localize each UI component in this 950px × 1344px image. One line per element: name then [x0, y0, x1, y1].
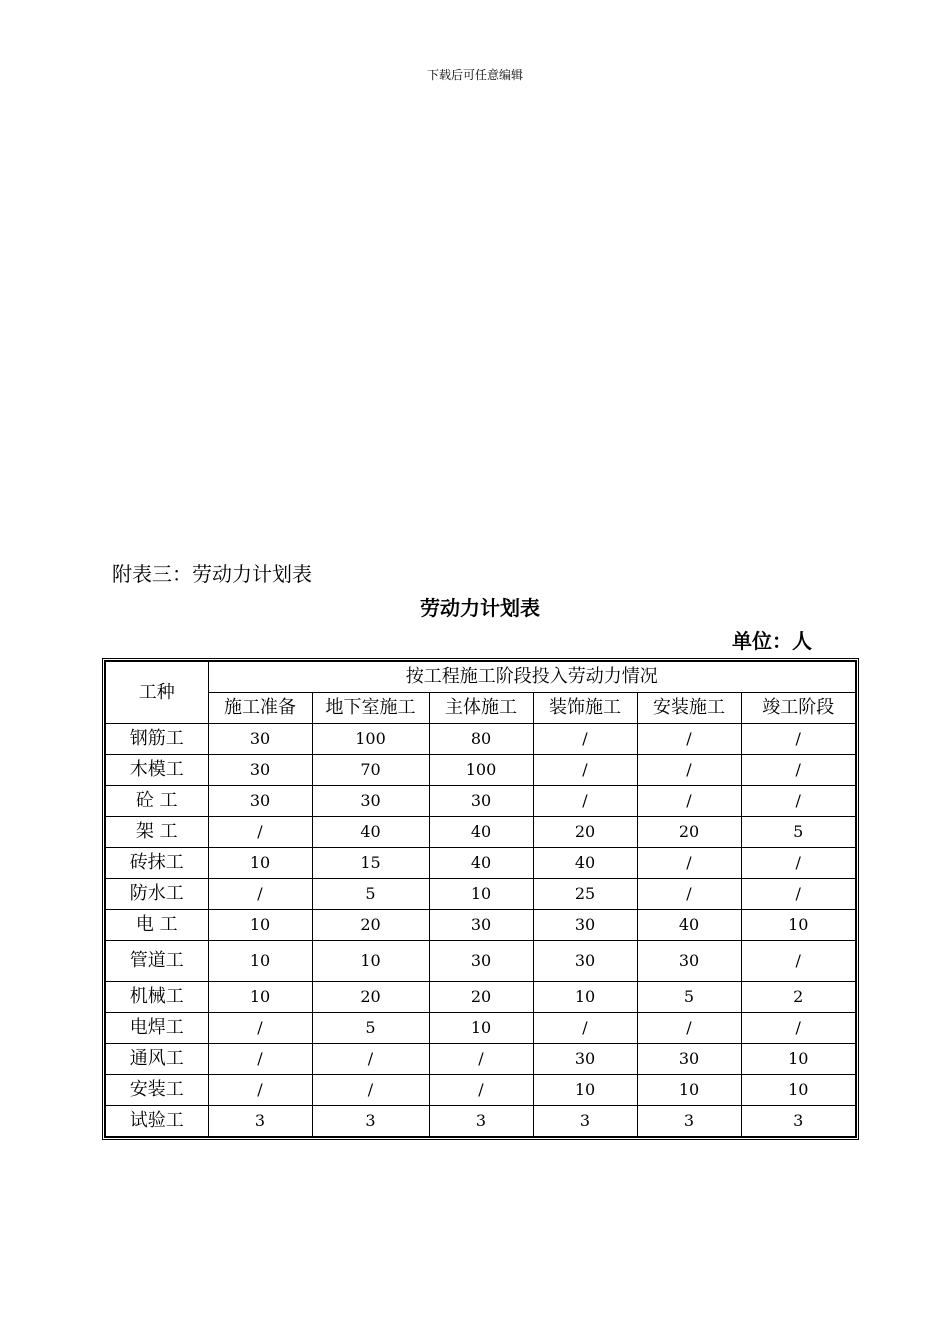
value-cell: 100 — [312, 724, 429, 755]
value-cell: / — [741, 786, 856, 817]
table-row — [105, 941, 856, 982]
value-cell: / — [208, 1013, 312, 1044]
value-cell: 40 — [637, 910, 741, 941]
value-cell: 25 — [533, 879, 637, 910]
value-cell: 10 — [208, 848, 312, 879]
value-cell: / — [741, 755, 856, 786]
stage-header: 主体施工 — [429, 693, 533, 724]
trade-cell: 防水工 — [105, 879, 208, 910]
stage-header: 竣工阶段 — [741, 693, 856, 724]
value-cell: / — [312, 1075, 429, 1106]
value-cell: 15 — [312, 848, 429, 879]
value-cell: 20 — [637, 817, 741, 848]
value-cell: 3 — [533, 1106, 637, 1138]
value-cell: / — [637, 786, 741, 817]
value-cell: 30 — [637, 1044, 741, 1075]
value-cell: 10 — [429, 879, 533, 910]
value-cell: 40 — [533, 848, 637, 879]
value-cell: 40 — [312, 817, 429, 848]
value-cell: 30 — [429, 786, 533, 817]
value-cell: 30 — [429, 941, 533, 982]
value-cell: 5 — [741, 817, 856, 848]
table-row — [105, 910, 856, 941]
value-cell: 20 — [312, 910, 429, 941]
value-cell: / — [429, 1075, 533, 1106]
table-row — [105, 755, 856, 786]
trade-cell: 砖抹工 — [105, 848, 208, 879]
labor-plan-table — [104, 660, 857, 1138]
value-cell: 30 — [208, 755, 312, 786]
value-cell: 30 — [637, 941, 741, 982]
value-cell: / — [741, 879, 856, 910]
value-cell: / — [429, 1044, 533, 1075]
value-cell: / — [741, 941, 856, 982]
value-cell: 30 — [533, 941, 637, 982]
value-cell: 40 — [429, 848, 533, 879]
value-cell: 3 — [637, 1106, 741, 1138]
value-cell: 10 — [429, 1013, 533, 1044]
trade-cell: 机械工 — [105, 982, 208, 1013]
value-cell: 10 — [208, 910, 312, 941]
value-cell: 10 — [637, 1075, 741, 1106]
trade-cell: 电焊工 — [105, 1013, 208, 1044]
stage-group-header: 按工程施工阶段投入劳动力情况 — [208, 661, 856, 693]
value-cell: 10 — [312, 941, 429, 982]
unit-label: 单位：人 — [732, 629, 812, 653]
value-cell: 20 — [312, 982, 429, 1013]
table-row — [105, 786, 856, 817]
value-cell: 30 — [429, 910, 533, 941]
trade-cell: 安装工 — [105, 1075, 208, 1106]
value-cell: / — [741, 724, 856, 755]
value-cell: / — [208, 879, 312, 910]
appendix-label: 附表三：劳动力计划表 — [112, 562, 312, 586]
value-cell: 20 — [429, 982, 533, 1013]
table-row — [105, 1044, 856, 1075]
value-cell: / — [533, 755, 637, 786]
value-cell: / — [533, 786, 637, 817]
document-title: 劳动力计划表 — [420, 596, 540, 620]
value-cell: / — [637, 879, 741, 910]
table-row — [105, 1075, 856, 1106]
trade-cell: 试验工 — [105, 1106, 208, 1138]
value-cell: 3 — [741, 1106, 856, 1138]
value-cell: 5 — [312, 1013, 429, 1044]
value-cell: 70 — [312, 755, 429, 786]
value-cell: 100 — [429, 755, 533, 786]
trade-cell: 木模工 — [105, 755, 208, 786]
value-cell: 10 — [208, 941, 312, 982]
table-row — [105, 817, 856, 848]
table-row — [105, 1106, 856, 1138]
value-cell: 30 — [208, 786, 312, 817]
value-cell: 3 — [208, 1106, 312, 1138]
trade-cell: 砼 工 — [105, 786, 208, 817]
stage-header: 安装施工 — [637, 693, 741, 724]
table-row — [105, 848, 856, 879]
trade-cell: 架 工 — [105, 817, 208, 848]
value-cell: 2 — [741, 982, 856, 1013]
stage-header: 施工准备 — [208, 693, 312, 724]
trade-cell: 通风工 — [105, 1044, 208, 1075]
value-cell: 10 — [533, 1075, 637, 1106]
value-cell: 80 — [429, 724, 533, 755]
value-cell: 3 — [312, 1106, 429, 1138]
trade-cell: 电 工 — [105, 910, 208, 941]
table-row — [105, 724, 856, 755]
value-cell: 30 — [533, 910, 637, 941]
value-cell: 10 — [741, 1044, 856, 1075]
stage-header: 装饰施工 — [533, 693, 637, 724]
labor-plan-table-wrap — [104, 660, 855, 1138]
value-cell: 10 — [741, 1075, 856, 1106]
value-cell: / — [312, 1044, 429, 1075]
value-cell: 5 — [312, 879, 429, 910]
value-cell: / — [637, 724, 741, 755]
value-cell: / — [637, 755, 741, 786]
header-note: 下载后可任意编辑 — [426, 68, 523, 82]
value-cell: / — [741, 1013, 856, 1044]
value-cell: / — [208, 1044, 312, 1075]
trade-cell: 管道工 — [105, 941, 208, 982]
table-row — [105, 982, 856, 1013]
value-cell: 10 — [208, 982, 312, 1013]
stage-header: 地下室施工 — [312, 693, 429, 724]
trade-cell: 钢筋工 — [105, 724, 208, 755]
value-cell: / — [637, 1013, 741, 1044]
value-cell: / — [637, 848, 741, 879]
value-cell: / — [741, 848, 856, 879]
value-cell: 30 — [208, 724, 312, 755]
value-cell: / — [533, 1013, 637, 1044]
table-row — [105, 1013, 856, 1044]
value-cell: 10 — [533, 982, 637, 1013]
value-cell: 40 — [429, 817, 533, 848]
value-cell: / — [208, 817, 312, 848]
trade-header: 工种 — [105, 661, 208, 724]
value-cell: 3 — [429, 1106, 533, 1138]
value-cell: 20 — [533, 817, 637, 848]
value-cell: 30 — [533, 1044, 637, 1075]
value-cell: 5 — [637, 982, 741, 1013]
value-cell: 10 — [741, 910, 856, 941]
value-cell: 30 — [312, 786, 429, 817]
table-row — [105, 879, 856, 910]
value-cell: / — [208, 1075, 312, 1106]
value-cell: / — [533, 724, 637, 755]
